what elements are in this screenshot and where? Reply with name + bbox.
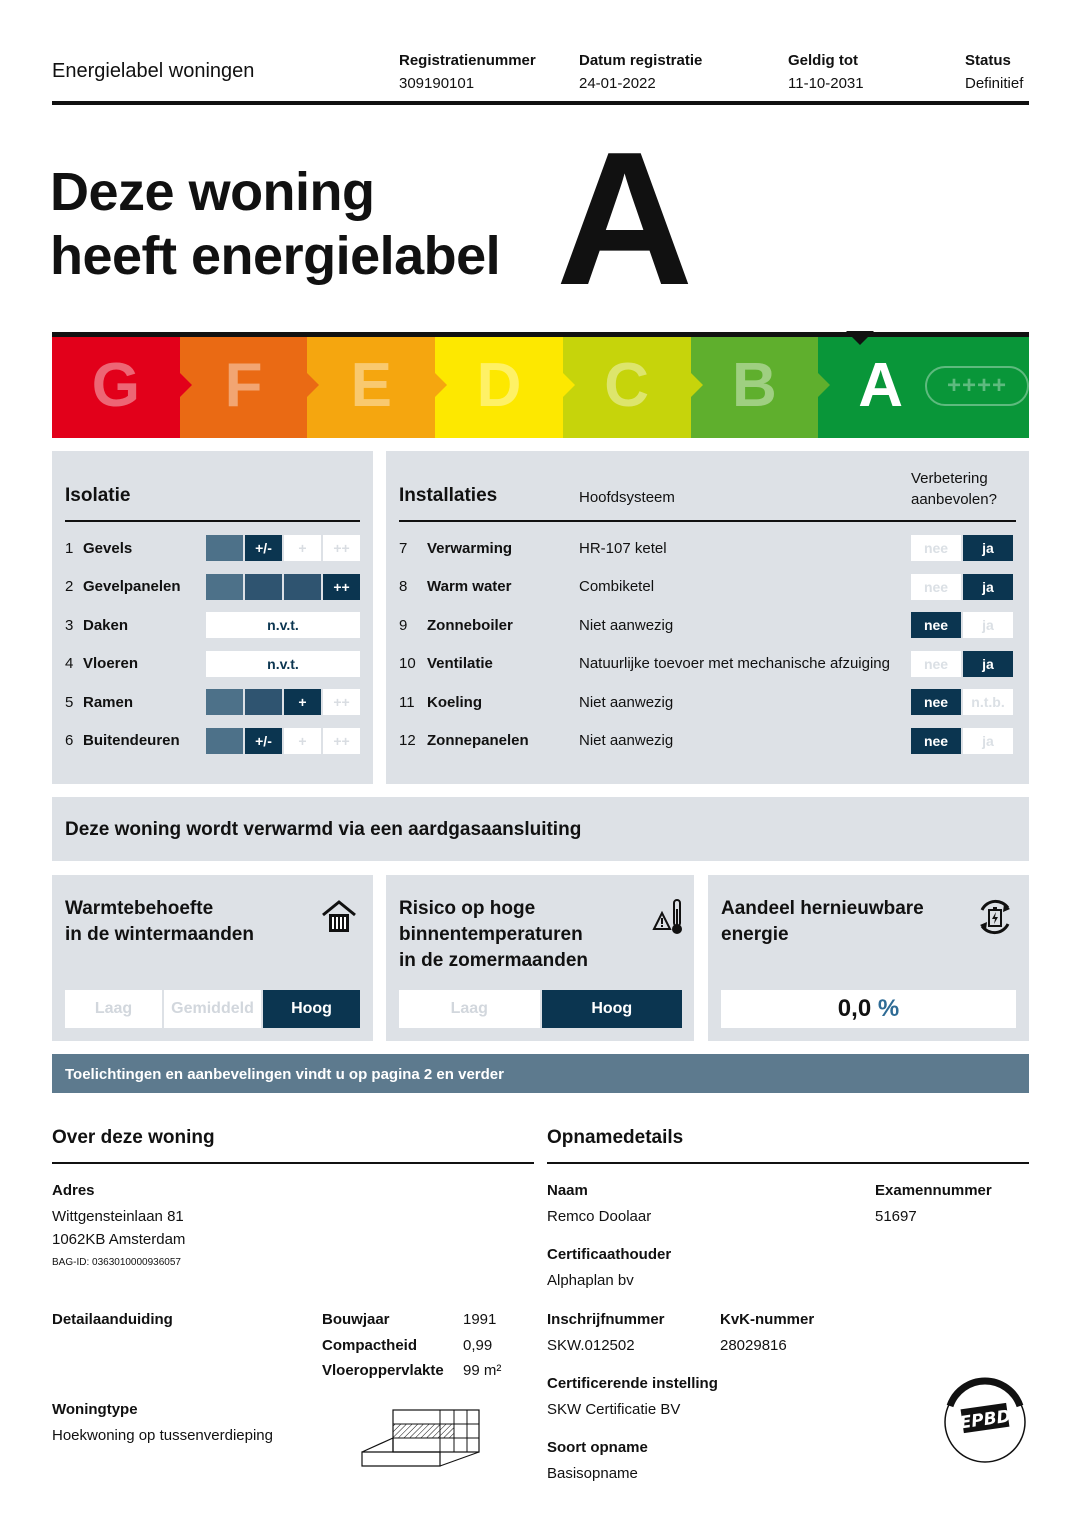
scale-top-border bbox=[52, 332, 1029, 337]
installatie-row bbox=[399, 535, 1016, 561]
rating-cell: + bbox=[284, 535, 321, 561]
info-bar-text: Toelichtingen en aanbevelingen vindt u op pagina 2 en verder bbox=[65, 1066, 504, 1083]
header-value: 11-10-2031 bbox=[788, 75, 864, 92]
winter-title-line-2: in de wintermaanden bbox=[65, 924, 254, 945]
header-geldig-tot bbox=[788, 52, 864, 92]
header-divider bbox=[52, 101, 1029, 105]
summer-title-line-3: in de zomermaanden bbox=[399, 950, 588, 971]
option-ja: n.t.b. bbox=[963, 689, 1013, 715]
vloeroppervlakte-value: 99 m² bbox=[463, 1362, 502, 1379]
summer-title bbox=[399, 896, 588, 974]
winter-title-line-1: Warmtebehoefte bbox=[65, 898, 214, 919]
header-value: Definitief bbox=[965, 75, 1024, 92]
adres-line-2: 1062KB Amsterdam bbox=[52, 1231, 186, 1248]
row-number: 10 bbox=[399, 655, 416, 672]
verbetering-header-line-1: Verbetering bbox=[911, 470, 988, 487]
scale-letter: D bbox=[476, 351, 522, 420]
rating-cell: ++ bbox=[323, 535, 360, 561]
hero-line-1: Deze woning bbox=[50, 162, 375, 222]
renewable-title-line-2: energie bbox=[721, 924, 789, 945]
hero-title bbox=[50, 160, 500, 288]
header-datum-registratie bbox=[579, 52, 702, 92]
installaties-list bbox=[399, 535, 1016, 775]
rating-cells bbox=[206, 612, 360, 638]
header-label: Status bbox=[965, 52, 1011, 69]
row-number: 6 bbox=[65, 732, 74, 749]
scale-segment-d bbox=[435, 333, 563, 438]
installatie-row bbox=[399, 689, 1016, 715]
isolatie-row bbox=[65, 689, 360, 715]
rating-cells bbox=[206, 535, 360, 561]
row-name: Zonnepanelen bbox=[427, 732, 529, 749]
improvement-toggle bbox=[911, 535, 1013, 561]
row-system: Natuurlijke toevoer met mechanische afzuiging bbox=[579, 655, 890, 672]
row-name: Koeling bbox=[427, 693, 482, 711]
rating-cell: + bbox=[284, 728, 321, 754]
rating-cell bbox=[284, 574, 321, 600]
inschrijfnummer-label: Inschrijfnummer bbox=[547, 1311, 665, 1328]
detail-label: Detailaanduiding bbox=[52, 1311, 173, 1328]
improvement-toggle bbox=[911, 574, 1013, 600]
option-ja: ja bbox=[963, 728, 1013, 754]
option-nee: nee bbox=[911, 728, 961, 754]
kvk-value: 28029816 bbox=[720, 1337, 787, 1354]
bag-id: BAG-ID: 0363010000936057 bbox=[52, 1257, 181, 1268]
plus-indicator: ++++ bbox=[925, 366, 1029, 406]
current-label-pointer bbox=[846, 331, 874, 345]
installatie-row bbox=[399, 574, 1016, 600]
row-number: 5 bbox=[65, 693, 74, 711]
compactheid-value: 0,99 bbox=[463, 1337, 493, 1354]
rating-cell: ++ bbox=[323, 689, 360, 715]
rating-cell bbox=[206, 535, 243, 561]
instelling-label: Certificerende instelling bbox=[547, 1375, 718, 1392]
rating-cell bbox=[206, 689, 243, 715]
row-number: 8 bbox=[399, 578, 408, 595]
renewable-value-box bbox=[721, 990, 1016, 1028]
scale-arrow bbox=[691, 373, 703, 397]
option-nee: nee bbox=[911, 535, 961, 561]
renewable-value: 0,0 bbox=[837, 995, 872, 1022]
row-number: 7 bbox=[399, 539, 408, 557]
adres-label: Adres bbox=[52, 1182, 95, 1199]
row-number: 12 bbox=[399, 732, 416, 749]
option-ja: ja bbox=[963, 574, 1013, 600]
scale-letter: A bbox=[858, 351, 903, 420]
isolatie-row bbox=[65, 651, 360, 677]
opname-divider bbox=[547, 1162, 1029, 1164]
epbd-logo-text: EPBD bbox=[958, 1406, 1012, 1434]
verbetering-header-line-2: aanbevolen? bbox=[911, 491, 997, 508]
installatie-row bbox=[399, 651, 1016, 677]
soort-opname-value: Basisopname bbox=[547, 1465, 638, 1482]
option-ja: ja bbox=[963, 535, 1013, 561]
building-diagram-icon bbox=[360, 1408, 482, 1470]
scale-arrow bbox=[435, 373, 447, 397]
naam-value: Remco Doolaar bbox=[547, 1208, 652, 1225]
header-label: Datum registratie bbox=[579, 52, 703, 69]
winter-panel bbox=[52, 875, 373, 1041]
row-name: Daken bbox=[83, 616, 129, 634]
rating-cell bbox=[206, 574, 243, 600]
opname-title: Opnamedetails bbox=[547, 1127, 684, 1148]
document-title: Energielabel woningen bbox=[52, 60, 255, 82]
installaties-divider bbox=[399, 520, 1016, 522]
bouwjaar-value: 1991 bbox=[463, 1311, 497, 1328]
scale-arrow bbox=[180, 373, 192, 397]
renewable-battery-icon bbox=[974, 896, 1016, 938]
installaties-panel bbox=[386, 451, 1029, 784]
scale-segment-b bbox=[691, 333, 819, 438]
option-nee: nee bbox=[911, 689, 961, 715]
woning-title: Over deze woning bbox=[52, 1127, 215, 1148]
isolatie-list bbox=[65, 535, 360, 775]
row-system: Combiketel bbox=[579, 578, 655, 595]
bouwjaar-label: Bouwjaar bbox=[322, 1311, 390, 1328]
scale-segment-f bbox=[180, 333, 308, 438]
row-name: Vloeren bbox=[83, 655, 139, 672]
header-registratienummer bbox=[399, 52, 536, 92]
isolatie-row bbox=[65, 574, 360, 600]
rating-nvt: n.v.t. bbox=[206, 612, 360, 638]
renewable-title-line-1: Aandeel hernieuwbare bbox=[721, 898, 924, 919]
summer-title-line-2: binnentemperaturen bbox=[399, 924, 583, 945]
epbd-logo-country: NL bbox=[977, 1386, 993, 1397]
scale-segment-g bbox=[52, 333, 180, 438]
scale-letter: C bbox=[604, 351, 650, 420]
renewable-unit: % bbox=[877, 995, 900, 1022]
option-nee: nee bbox=[911, 651, 961, 677]
level-option: Hoog bbox=[542, 990, 683, 1028]
row-system: Niet aanwezig bbox=[579, 616, 674, 634]
rating-cell: ++ bbox=[323, 574, 360, 600]
hoofdsysteem-header: Hoofdsysteem bbox=[579, 489, 675, 506]
improvement-toggle bbox=[911, 689, 1013, 715]
isolatie-panel bbox=[52, 451, 373, 784]
row-name: Gevelpanelen bbox=[83, 578, 181, 595]
row-name: Verwarming bbox=[427, 539, 513, 557]
row-number: 3 bbox=[65, 616, 74, 634]
row-name: Warm water bbox=[427, 578, 512, 595]
summer-title-line-1: Risico op hoge bbox=[399, 898, 536, 919]
option-nee: nee bbox=[911, 612, 961, 638]
header-value: 24-01-2022 bbox=[579, 75, 656, 92]
row-name: Buitendeuren bbox=[83, 732, 180, 749]
woningtype-value: Hoekwoning op tussenverdieping bbox=[52, 1427, 273, 1444]
house-heating-icon bbox=[320, 899, 358, 935]
header-status bbox=[965, 52, 1023, 92]
inschrijfnummer-value: SKW.012502 bbox=[547, 1337, 635, 1354]
row-number: 9 bbox=[399, 616, 408, 634]
row-number: 1 bbox=[65, 539, 74, 557]
rating-cell: +/- bbox=[245, 728, 282, 754]
winter-title bbox=[65, 896, 254, 948]
level-option: Gemiddeld bbox=[164, 990, 261, 1028]
scale-letter: E bbox=[350, 351, 392, 420]
naam-label: Naam bbox=[547, 1182, 588, 1199]
level-option: Laag bbox=[399, 990, 540, 1028]
isolatie-row bbox=[65, 535, 360, 561]
scale-letter: B bbox=[731, 351, 777, 420]
certificaathouder-label: Certificaathouder bbox=[547, 1246, 672, 1263]
compactheid-label: Compactheid bbox=[322, 1337, 418, 1354]
row-name: Ramen bbox=[83, 693, 134, 711]
verbetering-header bbox=[911, 468, 997, 510]
row-number: 2 bbox=[65, 578, 74, 595]
option-nee: nee bbox=[911, 574, 961, 600]
header-label: Registratienummer bbox=[399, 52, 536, 69]
renewable-panel bbox=[708, 875, 1029, 1041]
rating-nvt: n.v.t. bbox=[206, 651, 360, 677]
scale-arrow bbox=[818, 373, 830, 397]
scale-segment-a bbox=[818, 333, 1029, 438]
row-number: 4 bbox=[65, 655, 74, 672]
vloeroppervlakte-label: Vloeroppervlakte bbox=[322, 1362, 444, 1379]
renewable-title bbox=[721, 896, 924, 948]
examennummer-value: 51697 bbox=[875, 1208, 917, 1225]
isolatie-divider bbox=[65, 520, 360, 522]
scale-arrow bbox=[307, 373, 319, 397]
installaties-title: Installaties bbox=[399, 485, 498, 506]
level-option: Hoog bbox=[263, 990, 360, 1028]
improvement-toggle bbox=[911, 651, 1013, 677]
header-label: Geldig tot bbox=[788, 52, 858, 69]
info-bar bbox=[52, 1054, 1029, 1093]
row-number: 11 bbox=[399, 693, 415, 711]
isolatie-row bbox=[65, 612, 360, 638]
epbd-logo bbox=[940, 1376, 1030, 1466]
energy-label-letter: A bbox=[556, 113, 694, 325]
header-value: 309190101 bbox=[399, 75, 475, 92]
rating-cell: ++ bbox=[323, 728, 360, 754]
rating-cells bbox=[206, 689, 360, 715]
woningtype-label: Woningtype bbox=[52, 1401, 138, 1418]
adres-line-1: Wittgensteinlaan 81 bbox=[52, 1208, 184, 1225]
rating-cells bbox=[206, 651, 360, 677]
rating-cell bbox=[245, 689, 282, 715]
installatie-row bbox=[399, 728, 1016, 754]
row-system: Niet aanwezig bbox=[579, 732, 674, 749]
winter-level-bar bbox=[65, 990, 360, 1028]
option-ja: ja bbox=[963, 651, 1013, 677]
summer-panel bbox=[386, 875, 694, 1041]
installatie-row bbox=[399, 612, 1016, 638]
row-name: Zonneboiler bbox=[427, 616, 513, 634]
energy-label-scale bbox=[52, 333, 1029, 438]
option-ja: ja bbox=[963, 612, 1013, 638]
row-name: Gevels bbox=[83, 539, 133, 557]
rating-cell: + bbox=[284, 689, 321, 715]
soort-opname-label: Soort opname bbox=[547, 1439, 648, 1456]
instelling-value: SKW Certificatie BV bbox=[547, 1401, 681, 1418]
improvement-toggle bbox=[911, 612, 1013, 638]
examennummer-label: Examennummer bbox=[875, 1182, 992, 1199]
row-name: Ventilatie bbox=[427, 655, 493, 672]
rating-cell bbox=[245, 574, 282, 600]
scale-segment-e bbox=[307, 333, 435, 438]
improvement-toggle bbox=[911, 728, 1013, 754]
level-option: Laag bbox=[65, 990, 162, 1028]
warning-thermometer-icon bbox=[652, 897, 684, 937]
row-system: Niet aanwezig bbox=[579, 693, 674, 711]
woning-divider bbox=[52, 1162, 534, 1164]
scale-letter: F bbox=[224, 351, 263, 420]
certificaathouder-value: Alphaplan bv bbox=[547, 1272, 634, 1289]
heating-banner-text: Deze woning wordt verwarmd via een aardgasaansluiting bbox=[65, 819, 582, 840]
hero-line-2: heeft energielabel bbox=[50, 226, 501, 286]
rating-cells bbox=[206, 574, 360, 600]
isolatie-title: Isolatie bbox=[65, 485, 131, 506]
isolatie-row bbox=[65, 728, 360, 754]
rating-cells bbox=[206, 728, 360, 754]
scale-arrow bbox=[563, 373, 575, 397]
rating-cell bbox=[206, 728, 243, 754]
kvk-label: KvK-nummer bbox=[720, 1311, 815, 1328]
summer-level-bar bbox=[399, 990, 682, 1028]
scale-letter: G bbox=[91, 351, 140, 420]
heating-banner bbox=[52, 797, 1029, 861]
row-system: HR-107 ketel bbox=[579, 539, 667, 557]
scale-segment-c bbox=[563, 333, 691, 438]
rating-cell: +/- bbox=[245, 535, 282, 561]
